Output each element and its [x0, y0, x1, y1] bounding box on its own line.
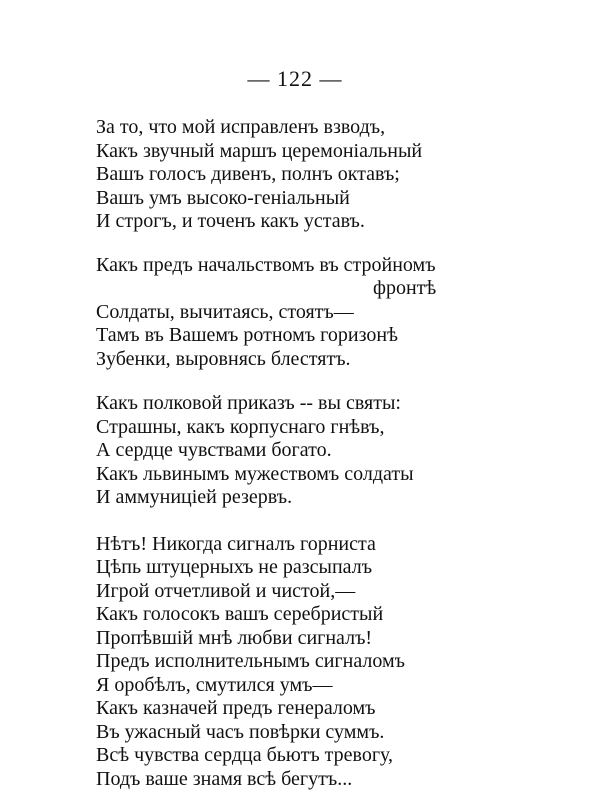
poem-line: Въ ужасный часъ повѣрки суммъ.	[96, 720, 385, 743]
poem-line: Подъ ваше знамя всѣ бегутъ...	[96, 767, 353, 790]
stanza-2	[96, 254, 516, 372]
poem-line: Страшны, какъ корпуснаго гнѣвъ,	[96, 415, 385, 438]
poem-line: Игрой отчетливой и чистой,—	[96, 579, 356, 602]
poem-line: Какъ голосокъ вашъ серебристый	[96, 603, 384, 625]
poem-line: За то, что мой исправленъ взводъ,	[96, 116, 386, 138]
poem-line: Какъ львинымъ мужествомъ солдаты	[96, 462, 414, 485]
poem-line: Какъ звучный маршъ церемоніальный	[96, 139, 423, 162]
poem-line: Пропѣвшій мнѣ любви сигналъ!	[96, 626, 373, 649]
poem-line-continuation: фронтѣ	[373, 277, 437, 299]
poem-line: И строгъ, и точенъ какъ уставъ.	[96, 210, 365, 232]
poem-line: Зубенки, выровнясь блестятъ.	[96, 347, 351, 370]
poem-line: Какъ полковой приказъ -- вы святы:	[96, 392, 401, 414]
poem-line: Нѣтъ! Никогда сигналъ горниста	[96, 532, 376, 555]
poem-line: Я оробѣлъ, смутился умъ—	[96, 673, 333, 696]
poem-line: И аммуниціей резервъ.	[96, 486, 293, 508]
poem-line: Вашъ умъ высоко-геніальный	[96, 186, 350, 209]
stanza-3	[96, 392, 516, 510]
poem-line: Вашъ голосъ дивенъ, полнъ октавъ;	[96, 163, 400, 185]
poem	[96, 116, 516, 791]
poem-line: А сердце чувствами богато.	[96, 439, 332, 461]
stanza-4	[96, 533, 516, 792]
poem-line: Цѣпь штуцерныхъ не разсыпалъ	[96, 556, 373, 578]
poem-line: Какъ казначей предъ генераломъ	[96, 697, 376, 719]
poem-line: Всѣ чувства сердца бьютъ тревогу,	[96, 744, 394, 766]
stanza-1	[96, 116, 516, 234]
poem-line: Какъ предъ начальствомъ въ стройномъ	[96, 253, 436, 276]
poem-line: Солдаты, вычитаясь, стоятъ—	[96, 300, 354, 323]
page-number: — 122 —	[247, 66, 343, 91]
poem-line: Предъ исполнительнымъ сигналомъ	[96, 650, 405, 672]
poem-line: Тамъ въ Вашемъ ротномъ горизонѣ	[96, 324, 398, 346]
